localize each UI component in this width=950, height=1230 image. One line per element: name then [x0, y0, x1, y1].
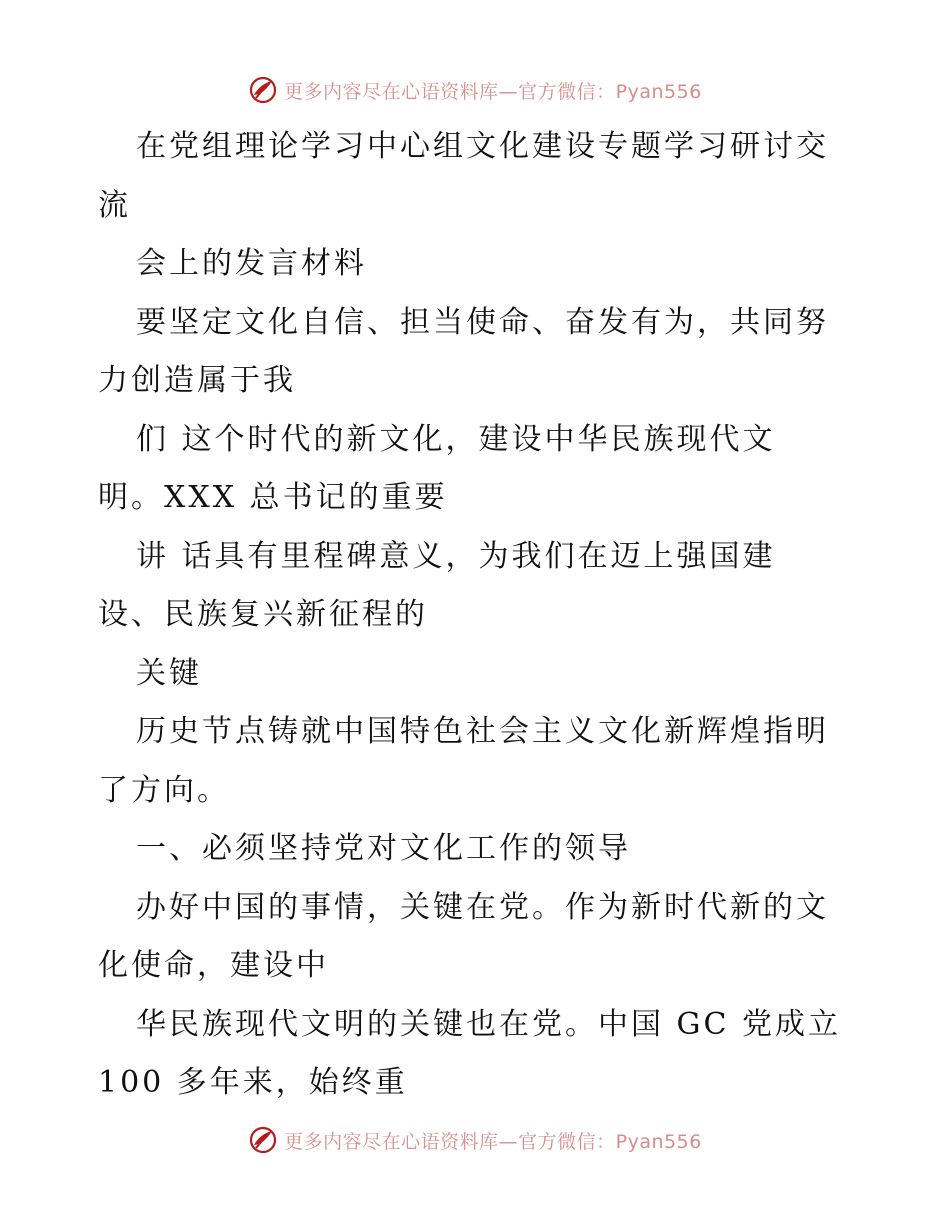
- text-line: 办好中国的事情，关键在党。作为新时代新的文: [136, 889, 829, 925]
- text-line: 历史节点铸就中国特色社会主义文化新辉煌指明: [136, 714, 829, 749]
- text-line: 讲 话具有里程碑意义，为我们在迈上强国建: [136, 538, 776, 574]
- text-line: 要坚定文化自信、担当使命、奋发有为，共同努: [136, 304, 829, 340]
- text-line: 在党组理论学习中心组文化建设专题学习研讨交: [136, 129, 829, 164]
- text-line: 会上的发言材料: [136, 246, 367, 281]
- text-line: 100 多年来，始终重: [98, 1065, 408, 1100]
- text-line: 明。XXX 总书记的重要: [98, 480, 448, 515]
- text-line: 们 这个时代的新文化，建设中华民族现代文: [136, 421, 776, 457]
- pen-logo-icon: [248, 75, 278, 105]
- pen-logo-icon: [248, 1125, 278, 1155]
- text-line: 华民族现代文明的关键也在党。中国 GC 党成立: [136, 1006, 841, 1042]
- text-line: 力创造属于我: [98, 363, 296, 398]
- footer-banner-text: 更多内容尽在心语资料库—官方微信：Pyan556: [284, 1130, 702, 1153]
- section-heading: 一、必须坚持党对文化工作的领导: [136, 831, 631, 866]
- text-line: 流: [98, 187, 131, 223]
- header-watermark-banner: [0, 70, 950, 110]
- footer-watermark-banner: [0, 1120, 950, 1160]
- document-body: [98, 118, 858, 1113]
- text-line: 设、民族复兴新征程的: [98, 597, 428, 632]
- header-banner-text: 更多内容尽在心语资料库—官方微信：Pyan556: [284, 80, 702, 103]
- text-line: 化使命，建设中: [98, 948, 329, 983]
- text-line: 关键: [136, 655, 202, 691]
- text-line: 了方向。: [98, 772, 230, 808]
